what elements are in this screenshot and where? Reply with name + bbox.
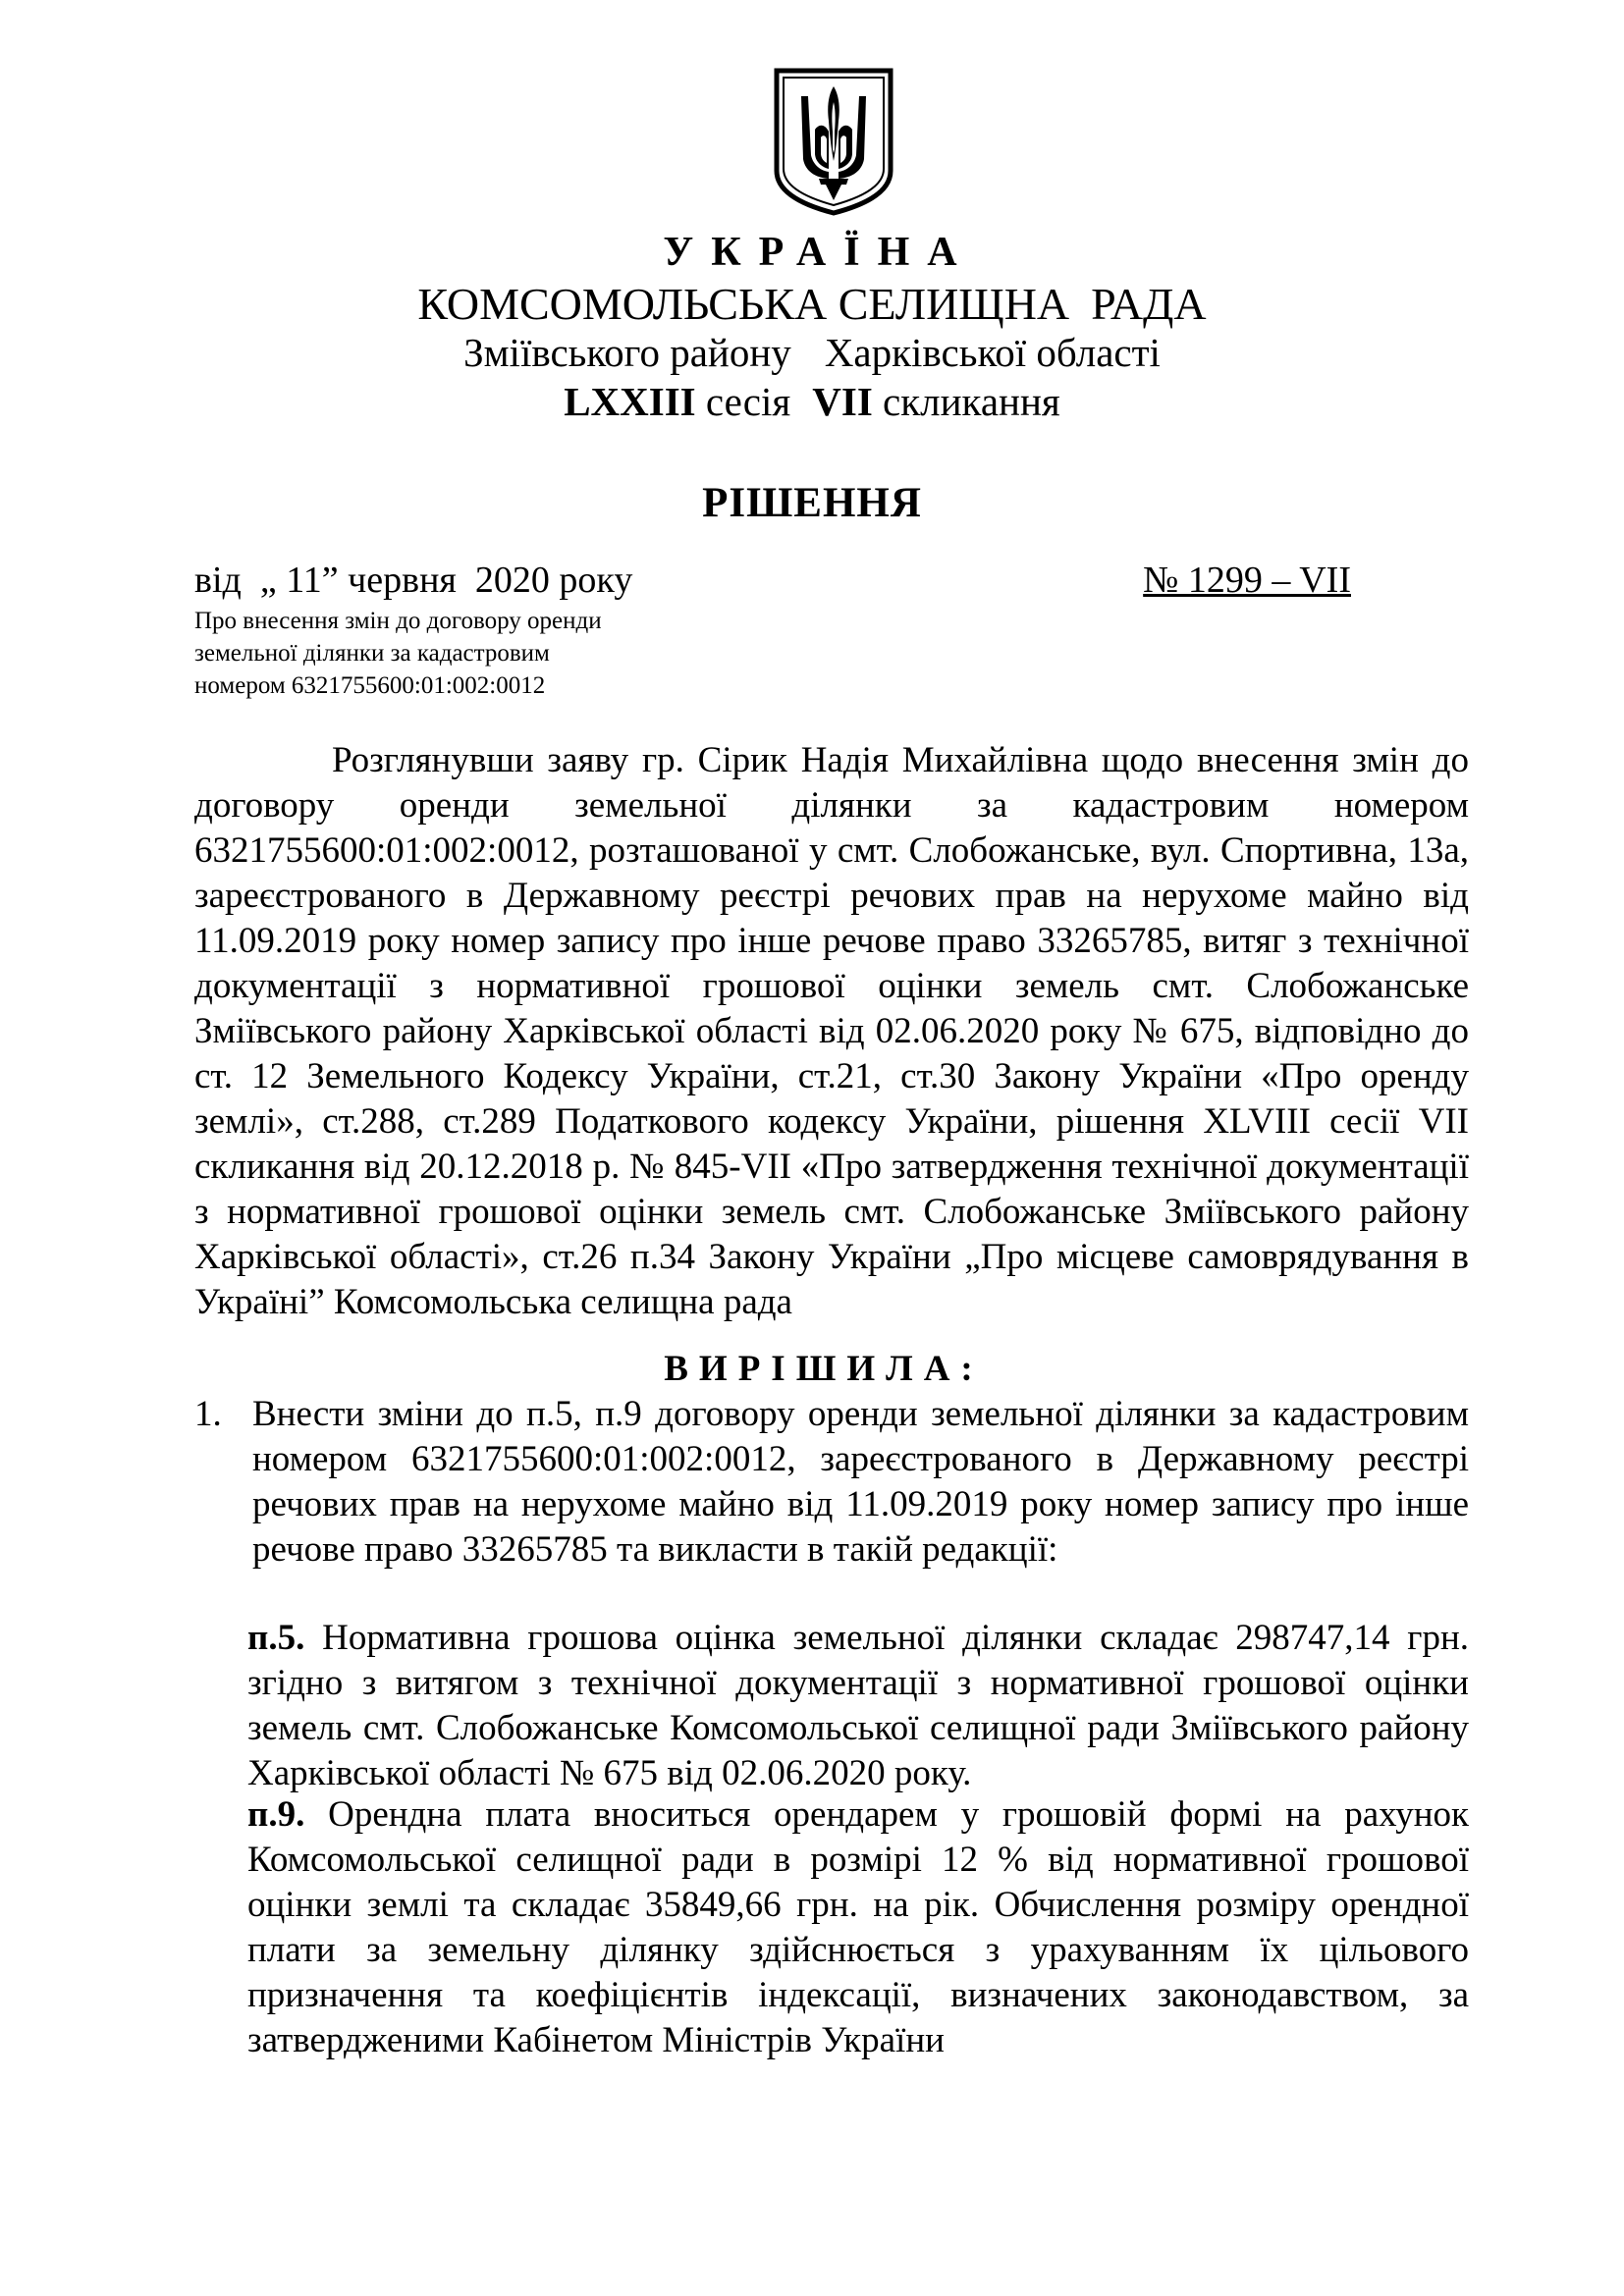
preamble-paragraph: Розглянувши заяву гр. Сірик Надія Михайлівна щодо внесення змін до договору оренди земельної ділянки за кадастровим номером 6321755600:01:002:0012, розташованої у смт. Слобожанське, вул. Спортивна, 13а, зареєстрованого в Державному реєстрі речових прав на нерухоме майно від 11.09.2019 року номер запису про інше речове право 33265785, витяг з технічної документації з нормативної грошової оцінки земель смт. Слобожанське Зміївського району Харківської області від 02.06.2020 року № 675, відповідно до ст. 12 Земельного Кодексу України, ст.21, ст.30 Закону України «Про оренду землі», ст.288, ст.289 Податкового кодексу України, рішення XLVIII сесії VII скликання від 20.12.2018 р. № 845-VII «Про затвердження технічної документації з нормативної грошової оцінки земель смт. Слобожанське Зміївського району Харківської області», ст.26 п.34 Закону України „Про місцеве самоврядування в Україні” Комсомольська селищна рада xyxy=(194,740,1469,1322)
region-name: Харківської області xyxy=(824,330,1161,375)
clause-9-text: Орендна плата вноситься орендарем у грошовій формі на рахунок Комсомольської селищної ради в розмірі 12 % від нормативної грошової оцінки землі та складає 35849,66 грн. на рік. Обчислення розміру орендної плати за земельну ділянку здійснюється з урахуванням їх цільового призначення та коефіцієнтів індексації, визначених законодавством, за затвердженими Кабінетом Міністрів України xyxy=(247,1794,1470,2060)
session-line xyxy=(0,377,1624,426)
council-name xyxy=(0,277,1624,332)
district-name: Зміївського району xyxy=(463,330,791,375)
council-name-word-2: СЕЛИЩНА xyxy=(838,279,1070,329)
decided-heading: ВИРІШИЛА: xyxy=(664,1349,984,1389)
clause-5-label: п.5. xyxy=(247,1618,305,1658)
item-number: 1. xyxy=(194,1394,222,1434)
district-line xyxy=(0,328,1624,377)
clause-5-text: Нормативна грошова оцінка земельної ділянки складає 298747,14 грн. згідно з витягом з технічної документації з нормативної грошової оцінки земель смт. Слобожанське Комсомольської селищної ради Зміївського району Харківської області № 675 від 02.06.2020 року. xyxy=(247,1618,1469,1793)
item-text: Внести зміни до п.5, п.9 договору оренди земельної ділянки за кадастровим номером 6321755600:01:002:0012, зареєстрованого в Державному реєстрі речових прав на нерухоме майно від 11.09.2019 року номер запису про інше речове право 33265785 та викласти в такій редакції: xyxy=(252,1394,1469,1570)
coat-of-arms-icon xyxy=(772,67,895,216)
clause-9 xyxy=(247,1792,1469,2063)
session-word: сесія xyxy=(705,379,791,424)
decision-item-1 xyxy=(194,1392,1469,1573)
country-name: УКРАЇНА xyxy=(663,230,975,275)
subject-line: номером 6321755600:01:002:0012 xyxy=(194,672,546,699)
document-title: РІШЕННЯ xyxy=(702,480,922,526)
decision-number: № 1299 – VII xyxy=(1143,560,1351,601)
council-name-word-1: КОМСОМОЛЬСЬКА xyxy=(417,279,828,329)
subject-line: земельної ділянки за кадастровим xyxy=(194,640,550,667)
subject-line: Про внесення змін до договору оренди xyxy=(194,608,602,634)
session-number: LXXIII xyxy=(564,379,696,424)
decision-subject xyxy=(194,605,784,702)
council-name-word-3: РАДА xyxy=(1091,279,1207,329)
convocation-word: скликання xyxy=(883,379,1060,424)
clause-9-label: п.9. xyxy=(247,1794,305,1835)
decision-date: від „ 11” червня 2020 року xyxy=(194,560,633,601)
clause-5 xyxy=(247,1616,1469,1796)
convocation-number: VII xyxy=(812,379,873,424)
